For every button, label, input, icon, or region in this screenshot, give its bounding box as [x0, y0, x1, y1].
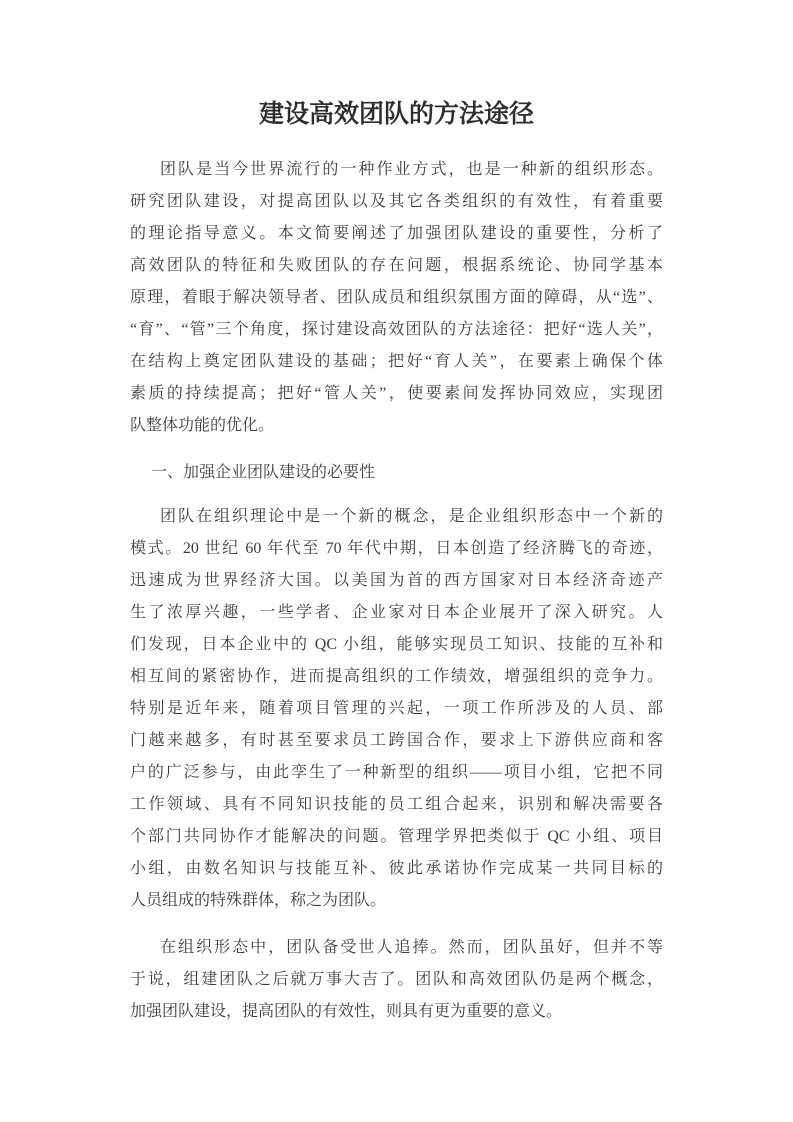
text-line: 小组，由数名知识与技能互补、彼此承诺协作完成某一共同目标的 [130, 860, 663, 877]
text-line: 特别是近年来，随着项目管理的兴起，一项工作所涉及的人员、部 [130, 700, 663, 717]
text-line: 在组织形态中，团队备受世人追捧。然而，团队虽好，但并不等 [160, 939, 663, 956]
text-line: 迅速成为世界经济大国。以美国为首的西方国家对日本经济奇迹产 [130, 572, 663, 589]
text-line: 个部门共同协作才能解决的问题。管理学界把类似于 QC 小组、项目 [130, 828, 663, 845]
text-line: 研究团队建设，对提高团队以及其它各类组织的有效性，有着重要 [130, 193, 663, 210]
text-line: 模式。20 世纪 60 年代至 70 年代中期，日本创造了经济腾飞的奇迹， [130, 540, 663, 557]
text-line: 相互间的紧密协作，进而提高组织的工作绩效，增强组织的竞争力。 [130, 668, 663, 685]
text-line: “育”、“管”三个角度，探讨建设高效团队的方法途径：把好“选人关”， [130, 321, 663, 338]
text-line: 团队在组织理论中是一个新的概念，是企业组织形态中一个新的 [160, 508, 663, 525]
text-line: 门越来越多，有时甚至要求员工跨国合作，要求上下游供应商和客 [130, 732, 663, 749]
document-body [130, 154, 663, 1028]
document-title: 建设高效团队的方法途径 [258, 101, 534, 128]
text-line: 人员组成的特殊群体，称之为团队。 [130, 892, 387, 909]
paragraph [130, 501, 663, 917]
text-line: 生了浓厚兴趣，一些学者、企业家对日本企业展开了深入研究。人 [130, 604, 663, 621]
text-line: 工作领域、具有不同知识技能的员工组合起来，识别和解决需要各 [130, 796, 663, 813]
text-line: 原理，着眼于解决领导者、团队成员和组织氛围方面的障碍，从“选”、 [130, 289, 663, 306]
text-line: 于说，组建团队之后就万事大吉了。团队和高效团队仍是两个概念， [130, 971, 663, 988]
paragraph [130, 154, 663, 442]
text-line: 们发现，日本企业中的 QC 小组，能够实现员工知识、技能的互补和 [130, 636, 663, 653]
text-line: 户的广泛参与，由此孪生了一种新型的组织——项目小组，它把不同 [130, 764, 663, 781]
text-line: 队整体功能的优化。 [130, 417, 275, 434]
text-line: 的理论指导意义。本文简要阐述了加强团队建设的重要性，分析了 [130, 225, 663, 242]
text-line: 在结构上奠定团队建设的基础；把好“育人关”，在要素上确保个体 [130, 353, 663, 370]
text-line: 团队是当今世界流行的一种作业方式，也是一种新的组织形态。 [160, 161, 663, 178]
text-line: 加强团队建设，提高团队的有效性，则具有更为重要的意义。 [130, 1003, 563, 1020]
text-line: 高效团队的特征和失败团队的存在问题，根据系统论、协同学基本 [130, 257, 663, 274]
section-heading: 一、加强企业团队建设的必要性 [151, 464, 376, 481]
paragraph [130, 932, 663, 1028]
text-line: 素质的持续提高；把好“管人关”，使要素间发挥协同效应，实现团 [130, 385, 663, 402]
